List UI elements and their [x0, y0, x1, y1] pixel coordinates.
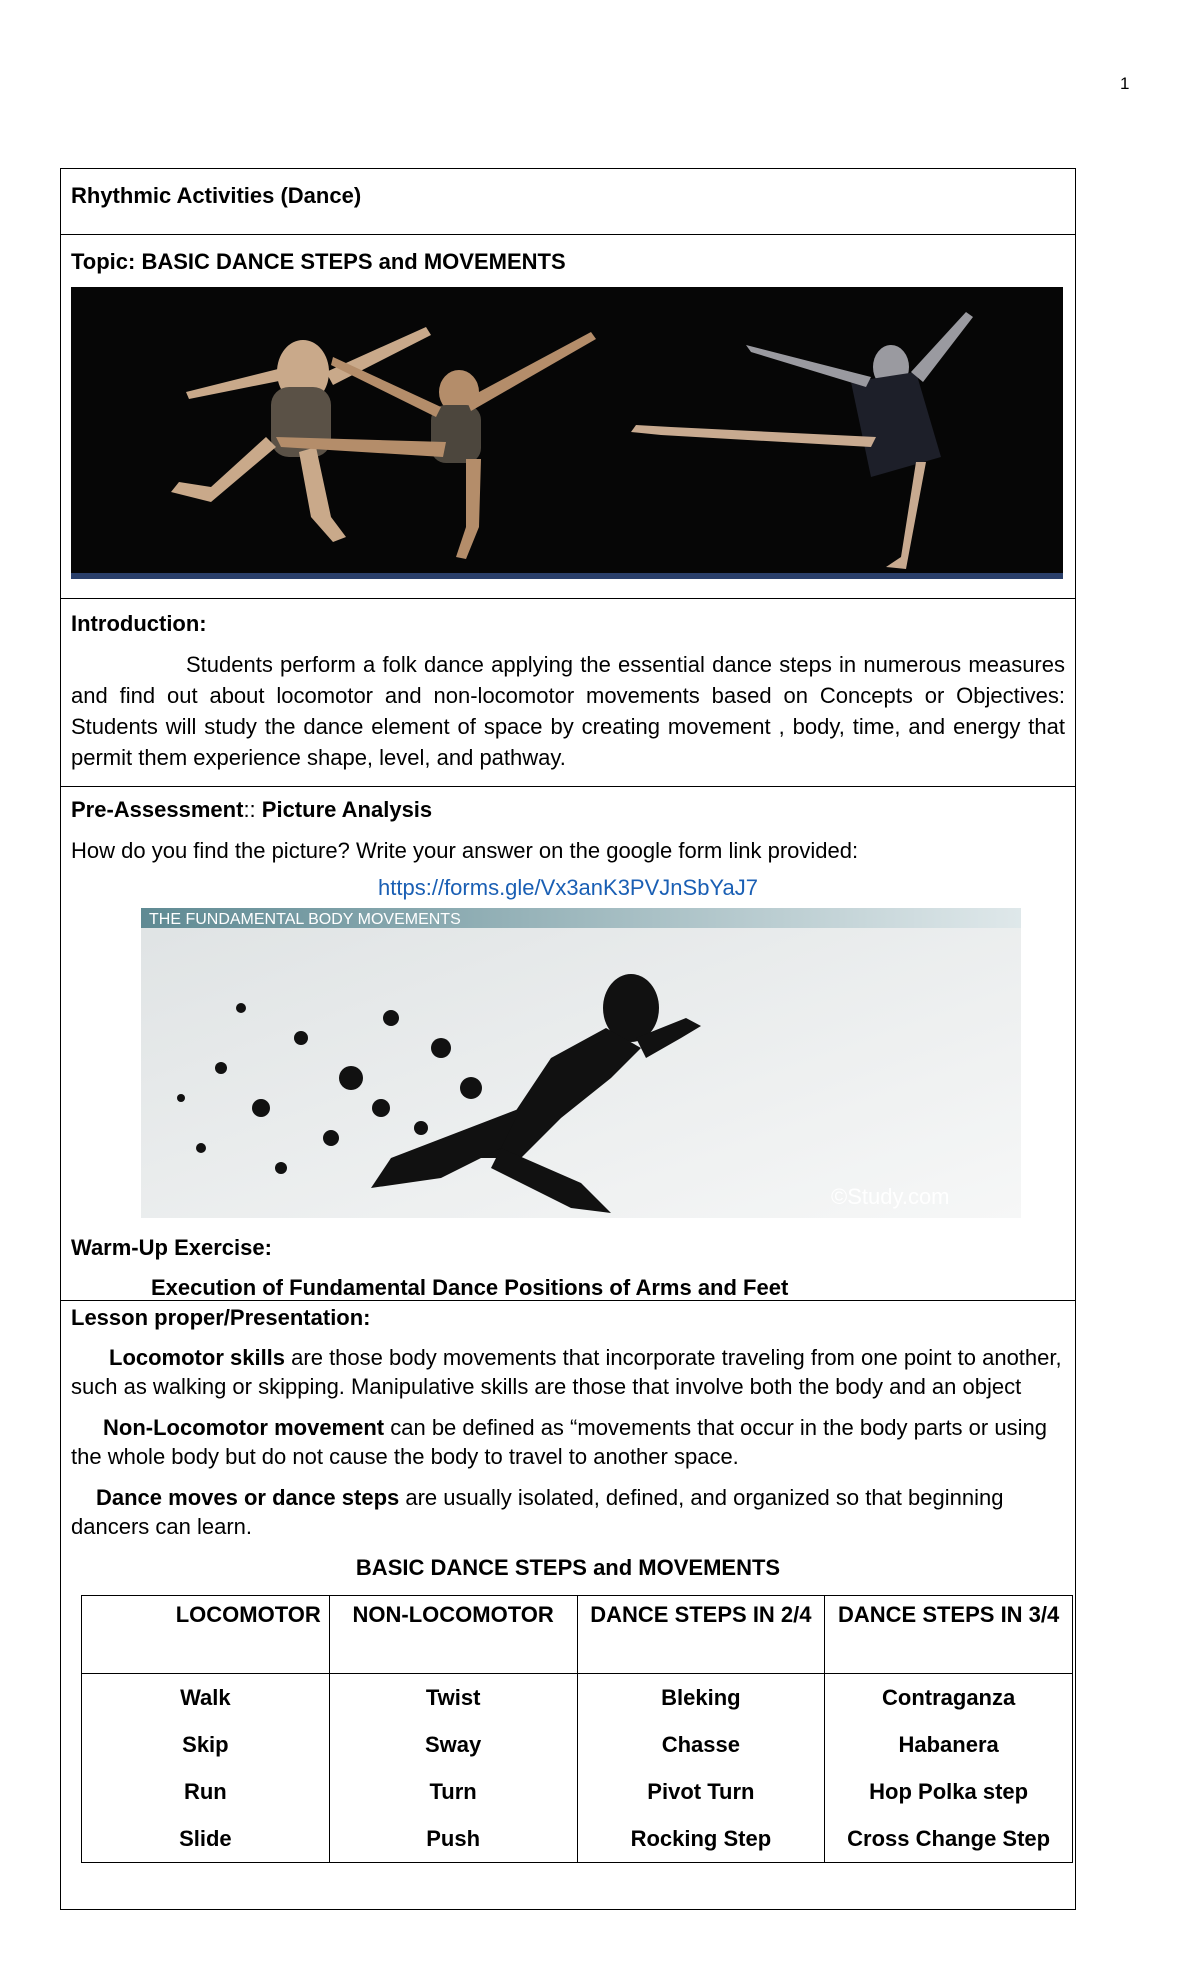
- introduction-paragraph: Students perform a folk dance applying the essential dance steps in numerous measures and find out about locomotor and non-locomotor movements based on Concepts or Objectives: Students will study the dance element of space by creating movement , body, time, and energy that permit them experience shape, level, and pathway.: [71, 652, 1065, 770]
- study-watermark: ©Study.com: [831, 1184, 950, 1209]
- table-row: [82, 1721, 1073, 1768]
- dancers-photo: [71, 287, 1063, 579]
- table-cell: Twist: [329, 1674, 577, 1722]
- table-cell: Rocking Step: [577, 1815, 825, 1863]
- header-steps-3-4: DANCE STEPS IN 3/4: [825, 1596, 1073, 1674]
- table-cell: Contraganza: [825, 1674, 1073, 1722]
- table-cell: Walk: [82, 1674, 330, 1722]
- lesson-paragraph-locomotor: Locomotor skills are those body movements that incorporate traveling from one point to another, such as walking or skipping. Manipulative skills are those that involve both the body and an object: [71, 1345, 1062, 1399]
- table-cell: Push: [329, 1815, 577, 1863]
- table-cell: Slide: [82, 1815, 330, 1863]
- introduction-heading: Introduction:: [71, 611, 207, 636]
- image-banner-text: THE FUNDAMENTAL BODY MOVEMENTS: [149, 911, 461, 928]
- pre-assessment-row: [61, 787, 1075, 1301]
- header-non-locomotor: NON-LOCOMOTOR: [329, 1596, 577, 1674]
- topic-heading: Topic: BASIC DANCE STEPS and MOVEMENTS: [71, 249, 566, 274]
- table-cell: Run: [82, 1768, 330, 1815]
- table-cell: Bleking: [577, 1674, 825, 1722]
- lesson-heading: Lesson proper/Presentation:: [71, 1305, 371, 1330]
- title-row: [61, 169, 1075, 235]
- table-row: [82, 1674, 1073, 1722]
- document-title: Rhythmic Activities (Dance): [71, 183, 362, 208]
- topic-row: [61, 235, 1075, 599]
- header-locomotor: LOCOMOTOR: [82, 1596, 330, 1674]
- header-steps-2-4: DANCE STEPS IN 2/4: [577, 1596, 825, 1674]
- page-number: 1: [1120, 74, 1130, 93]
- table-row: [82, 1815, 1073, 1863]
- introduction-row: [61, 599, 1075, 787]
- table-header-row: [82, 1596, 1073, 1674]
- table-cell: Hop Polka step: [825, 1768, 1073, 1815]
- table-cell: Chasse: [577, 1721, 825, 1768]
- lesson-frame: [60, 168, 1076, 1910]
- table-row: [82, 1768, 1073, 1815]
- steps-table-title: BASIC DANCE STEPS and MOVEMENTS: [355, 1555, 781, 1580]
- table-cell: Cross Change Step: [825, 1815, 1073, 1863]
- pre-assessment-question: How do you find the picture? Write your answer on the google form link provided:: [71, 838, 859, 863]
- table-cell: Turn: [329, 1768, 577, 1815]
- table-cell: Habanera: [825, 1721, 1073, 1768]
- table-cell: Skip: [82, 1721, 330, 1768]
- warm-up-heading: Warm-Up Exercise:: [71, 1235, 272, 1260]
- google-form-link[interactable]: https://forms.gle/Vx3anK3PVJnSbYaJ7: [378, 875, 758, 900]
- fundamental-body-movements-image: [141, 908, 1021, 1218]
- table-cell: Pivot Turn: [577, 1768, 825, 1815]
- warm-up-text: Execution of Fundamental Dance Positions of Arms and Feet: [151, 1275, 789, 1300]
- pre-assessment-heading: Pre-Assessment:: Picture Analysis: [71, 797, 433, 822]
- lesson-row: [61, 1301, 1075, 1909]
- table-cell: Sway: [329, 1721, 577, 1768]
- dance-steps-table: [81, 1595, 1073, 1863]
- lesson-paragraph-non-locomotor: Non-Locomotor movement can be defined as “movements that occur in the body parts or using the whole body but do not cause the body to travel to another space.: [71, 1415, 1047, 1469]
- lesson-paragraph-dance-steps: Dance moves or dance steps are usually isolated, defined, and organized so that beginning dancers can learn.: [71, 1485, 1004, 1539]
